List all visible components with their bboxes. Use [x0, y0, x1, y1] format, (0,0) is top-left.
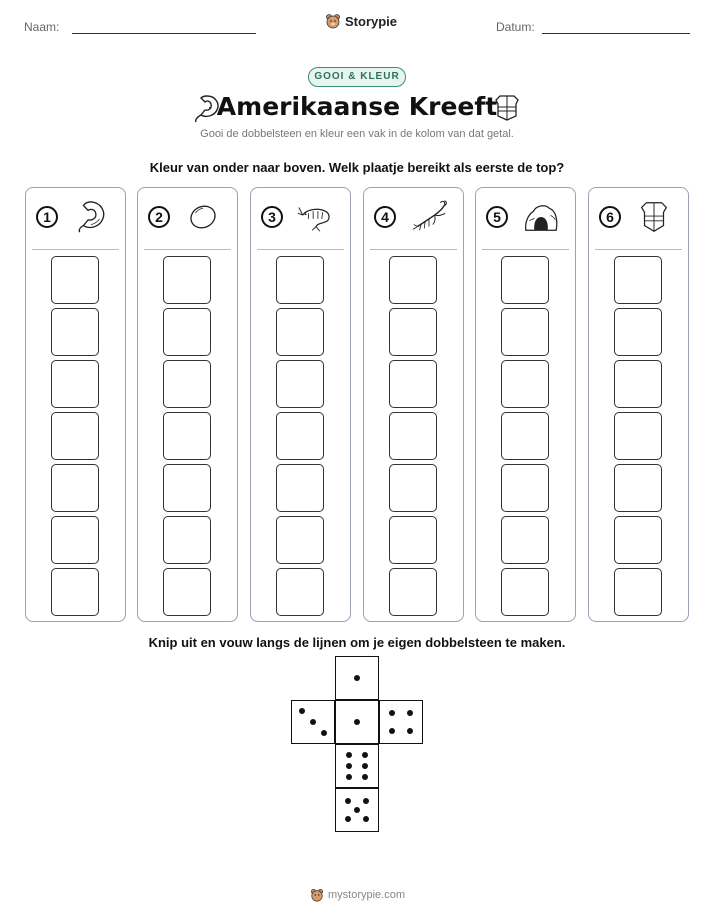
shrimp-icon [296, 198, 336, 236]
lobster-icon [409, 198, 449, 236]
footer [310, 888, 405, 902]
column-number: 1 [36, 206, 58, 228]
color-box[interactable] [163, 256, 211, 304]
color-box[interactable] [501, 308, 549, 356]
color-box[interactable] [163, 360, 211, 408]
color-box[interactable] [614, 516, 662, 564]
column-divider [595, 249, 682, 250]
color-box[interactable] [276, 412, 324, 460]
color-box[interactable] [501, 568, 549, 616]
color-box[interactable] [51, 360, 99, 408]
die-pip [362, 774, 368, 780]
die-face [291, 700, 335, 744]
column-header [476, 196, 575, 238]
color-box[interactable] [389, 308, 437, 356]
dice-column-1 [25, 187, 126, 622]
color-box[interactable] [389, 412, 437, 460]
column-number: 4 [374, 206, 396, 228]
color-box[interactable] [614, 464, 662, 512]
activity-badge: GOOI & KLEUR [308, 67, 406, 87]
color-box[interactable] [276, 308, 324, 356]
column-header [26, 196, 125, 238]
column-number: 2 [148, 206, 170, 228]
die-pip [407, 710, 413, 716]
color-box[interactable] [276, 516, 324, 564]
color-box[interactable] [51, 412, 99, 460]
color-box[interactable] [501, 464, 549, 512]
die-pip [354, 719, 360, 725]
date-label: Datum: [496, 20, 535, 34]
dice-column-5 [475, 187, 576, 622]
column-divider [482, 249, 569, 250]
color-box[interactable] [51, 568, 99, 616]
die-pip [363, 798, 369, 804]
die-face [335, 700, 379, 744]
die-pip [345, 798, 351, 804]
die-pip [299, 708, 305, 714]
color-box[interactable] [163, 308, 211, 356]
column-divider [32, 249, 119, 250]
color-box[interactable] [163, 464, 211, 512]
color-box[interactable] [389, 464, 437, 512]
dice-column-3 [250, 187, 351, 622]
name-line[interactable] [72, 33, 256, 34]
color-box[interactable] [501, 516, 549, 564]
column-divider [257, 249, 344, 250]
game-instruction: Kleur van onder naar boven. Welk plaatje bereikt als eerste de top? [149, 160, 565, 175]
color-box[interactable] [389, 568, 437, 616]
color-box[interactable] [614, 412, 662, 460]
color-box[interactable] [276, 568, 324, 616]
rock-hideout-icon [521, 198, 561, 236]
die-pip [389, 710, 395, 716]
color-box[interactable] [51, 256, 99, 304]
color-box[interactable] [51, 464, 99, 512]
die-pip [354, 675, 360, 681]
die-pip [389, 728, 395, 734]
dice-column-6 [588, 187, 689, 622]
dice-column-2 [137, 187, 238, 622]
egg-icon [183, 198, 223, 236]
name-label: Naam: [24, 20, 60, 34]
cut-instruction: Knip uit en vouw langs de lijnen om je eigen dobbelsteen te maken. [148, 635, 566, 650]
die-pip [407, 728, 413, 734]
color-box[interactable] [276, 464, 324, 512]
color-box[interactable] [389, 516, 437, 564]
brand-name: Storypie [345, 13, 398, 29]
color-box[interactable] [614, 568, 662, 616]
armor-shell-icon [490, 90, 524, 124]
column-number: 3 [261, 206, 283, 228]
die-face [335, 744, 379, 788]
color-box[interactable] [501, 412, 549, 460]
die-pip [362, 752, 368, 758]
die-pip [363, 816, 369, 822]
die-pip [321, 730, 327, 736]
die-face [335, 656, 379, 700]
die-pip [346, 763, 352, 769]
column-header [138, 196, 237, 238]
column-header [364, 196, 463, 238]
column-divider [370, 249, 457, 250]
column-header [251, 196, 350, 238]
date-line[interactable] [542, 33, 690, 34]
die-pip [362, 763, 368, 769]
color-box[interactable] [276, 256, 324, 304]
color-box[interactable] [163, 516, 211, 564]
color-box[interactable] [614, 308, 662, 356]
bear-icon [325, 13, 341, 29]
die-pip [354, 807, 360, 813]
die-pip [310, 719, 316, 725]
color-box[interactable] [389, 360, 437, 408]
column-number: 5 [486, 206, 508, 228]
footer-url: mystorypie.com [328, 889, 406, 901]
color-box[interactable] [501, 360, 549, 408]
color-box[interactable] [614, 256, 662, 304]
color-box[interactable] [389, 256, 437, 304]
page-subtitle: Gooi de dobbelsteen en kleur een vak in de kolom van dat getal. [200, 128, 514, 140]
color-box[interactable] [614, 360, 662, 408]
die-pip [346, 752, 352, 758]
bear-icon [310, 888, 324, 902]
brand-logo [325, 13, 397, 29]
die-pip [346, 774, 352, 780]
color-box[interactable] [501, 256, 549, 304]
color-box[interactable] [276, 360, 324, 408]
page-title: Amerikaanse Kreeft [216, 92, 498, 121]
die-face [335, 788, 379, 832]
column-header [589, 196, 688, 238]
dice-column-4 [363, 187, 464, 622]
color-box[interactable] [51, 516, 99, 564]
color-box[interactable] [163, 412, 211, 460]
column-number: 6 [599, 206, 621, 228]
die-face [379, 700, 423, 744]
die-pip [345, 816, 351, 822]
claw-icon [71, 198, 111, 236]
column-divider [144, 249, 231, 250]
color-box[interactable] [163, 568, 211, 616]
armor-shell-icon [634, 198, 674, 236]
color-box[interactable] [51, 308, 99, 356]
